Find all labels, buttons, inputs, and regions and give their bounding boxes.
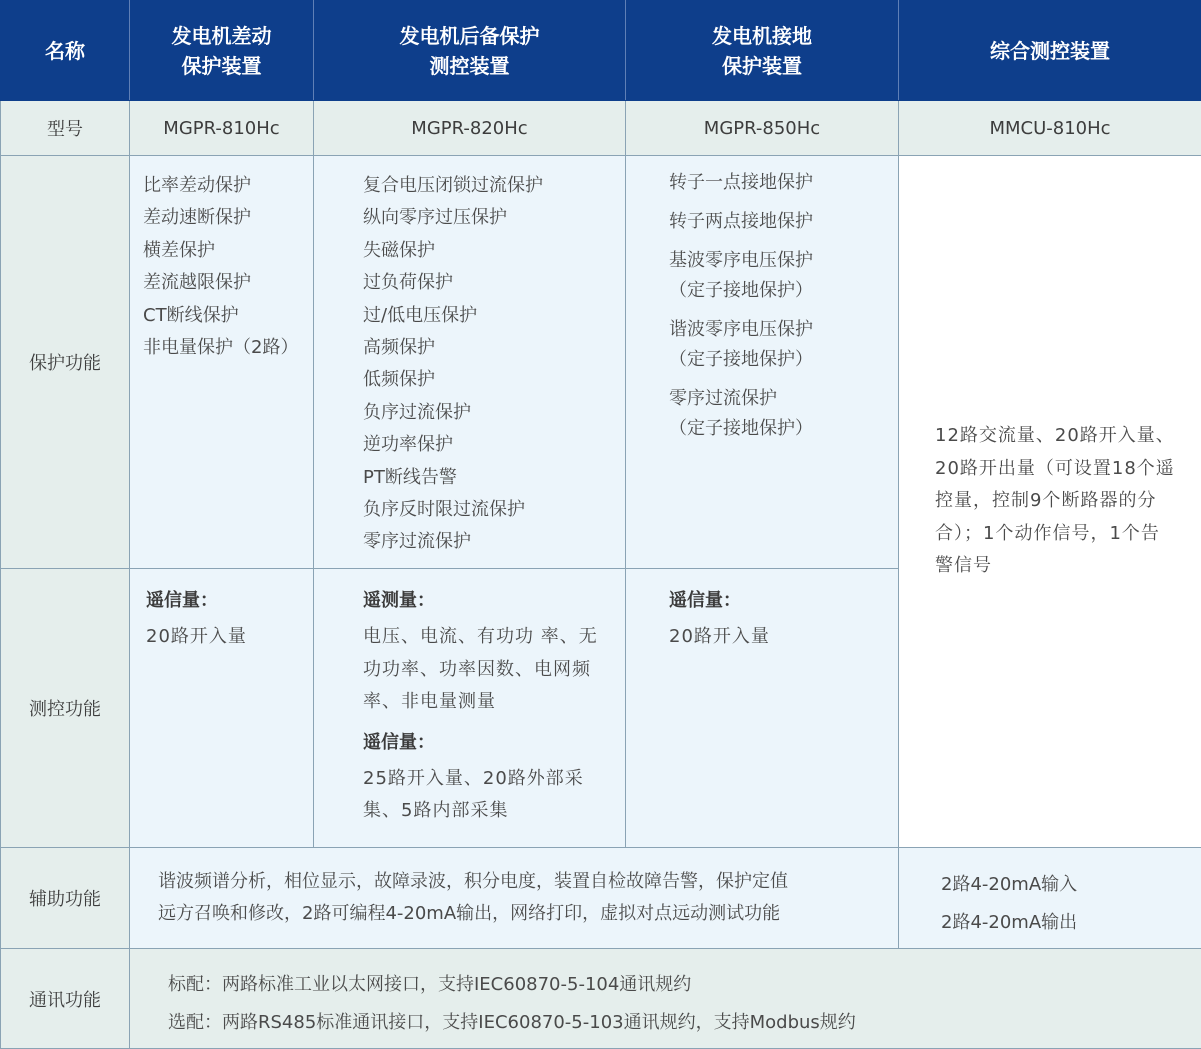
- list-item: 比率差动保护: [143, 170, 313, 202]
- model-value-col1: MGPR-810Hc: [130, 101, 314, 156]
- list-item: 纵向零序过压保护: [363, 202, 625, 234]
- list-item: 横差保护: [143, 235, 313, 267]
- list-item: 负序过流保护: [363, 397, 625, 429]
- auxiliary-label: 辅助功能: [1, 848, 130, 949]
- auxiliary-cell: [130, 848, 899, 949]
- list-item: [669, 168, 898, 198]
- header-name: 名称: [1, 1, 130, 101]
- measurement-col3: [626, 569, 899, 848]
- protection-list-col1: [130, 156, 313, 364]
- protection-col3: [626, 156, 899, 569]
- auxiliary-line: 谐波频谱分析，相位显示，故障录波，积分电度，装置自检故障告警，保护定值: [158, 866, 898, 898]
- model-label: 型号: [1, 101, 130, 156]
- model-value-col2: MGPR-820Hc: [314, 101, 626, 156]
- list-item-line2: （定子接地保护）: [669, 276, 898, 306]
- auxiliary-right-line: 2路4-20mA输出: [941, 904, 1201, 942]
- list-item: PT断线告警: [363, 462, 625, 494]
- list-item: [669, 315, 898, 375]
- header-col4: 综合测控装置: [899, 1, 1201, 101]
- communication-line: 标配：两路标准工业以太网接口，支持IEC60870-5-104通讯规约: [168, 966, 1201, 1004]
- integrated-cell: 12路交流量、20路开入量、20路开出量（可设置18个遥控量，控制9个断路器的分合）；1个动作信号，1个告警信号: [899, 156, 1201, 848]
- list-item: 失磁保护: [363, 235, 625, 267]
- auxiliary-row: [1, 848, 1201, 949]
- list-item: 差动速断保护: [143, 202, 313, 234]
- measurement-title: 遥信量：: [669, 587, 898, 615]
- communication-line: 选配：两路RS485标准通讯接口，支持IEC60870-5-103通讯规约，支持Modbus规约: [168, 1004, 1201, 1042]
- measurement-col2: [314, 569, 626, 848]
- model-value-col4: MMCU-810Hc: [899, 101, 1201, 156]
- list-item-line2: （定子接地保护）: [669, 345, 898, 375]
- measurement-text: 20路开入量: [669, 621, 898, 654]
- header-col2: 发电机后备保护 测控装置: [314, 1, 626, 101]
- measurement-title-2: 遥信量：: [363, 729, 607, 757]
- measurement-label: 测控功能: [1, 569, 130, 848]
- list-item: 差流越限保护: [143, 267, 313, 299]
- protection-row: [1, 156, 1201, 569]
- protection-list-col2: [314, 156, 625, 559]
- protection-label: 保护功能: [1, 156, 130, 569]
- measurement-title: 遥信量：: [146, 587, 313, 615]
- list-item: 非电量保护（2路）: [143, 332, 313, 364]
- list-item: 低频保护: [363, 364, 625, 396]
- list-item-line1: 基波零序电压保护: [669, 246, 898, 276]
- auxiliary-line: 远方召唤和修改，2路可编程4-20mA输出，网络打印，虚拟对点远动测试功能: [158, 898, 898, 930]
- list-item: 高频保护: [363, 332, 625, 364]
- header-row: [1, 1, 1201, 101]
- auxiliary-right-line: 2路4-20mA输入: [941, 866, 1201, 904]
- header-col3: 发电机接地 保护装置: [626, 1, 899, 101]
- model-value-col3: MGPR-850Hc: [626, 101, 899, 156]
- list-item: 逆功率保护: [363, 429, 625, 461]
- list-item: 过负荷保护: [363, 267, 625, 299]
- list-item: [669, 207, 898, 237]
- auxiliary-right-cell: [899, 848, 1201, 949]
- list-item: CT断线保护: [143, 300, 313, 332]
- list-item: 复合电压闭锁过流保护: [363, 170, 625, 202]
- model-row: [1, 101, 1201, 156]
- measurement-col1: [130, 569, 314, 848]
- measurement-title: 遥测量：: [363, 587, 607, 615]
- header-col1: 发电机差动 保护装置: [130, 1, 314, 101]
- communication-cell: [130, 949, 1201, 1049]
- list-item-line1: 谐波零序电压保护: [669, 315, 898, 345]
- communication-label: 通讯功能: [1, 949, 130, 1049]
- list-item-line1: 转子一点接地保护: [669, 168, 898, 198]
- communication-row: [1, 949, 1201, 1049]
- list-item: [669, 246, 898, 306]
- measurement-text: 20路开入量: [146, 621, 313, 654]
- list-item-line2: （定子接地保护）: [669, 414, 898, 444]
- measurement-text-2: 25路开入量、20路外部采集、5路内部采集: [363, 763, 607, 828]
- list-item: 负序反时限过流保护: [363, 494, 625, 526]
- protection-col2: [314, 156, 626, 569]
- list-item: 零序过流保护: [363, 526, 625, 558]
- measurement-text: 电压、电流、有功功 率、无功功率、功率因数、电网频率、非电量测量: [363, 621, 607, 719]
- list-item: [669, 384, 898, 444]
- list-item-line1: 转子两点接地保护: [669, 207, 898, 237]
- protection-list-col3: [626, 156, 898, 444]
- protection-col1: [130, 156, 314, 569]
- list-item-line1: 零序过流保护: [669, 384, 898, 414]
- list-item: 过/低电压保护: [363, 300, 625, 332]
